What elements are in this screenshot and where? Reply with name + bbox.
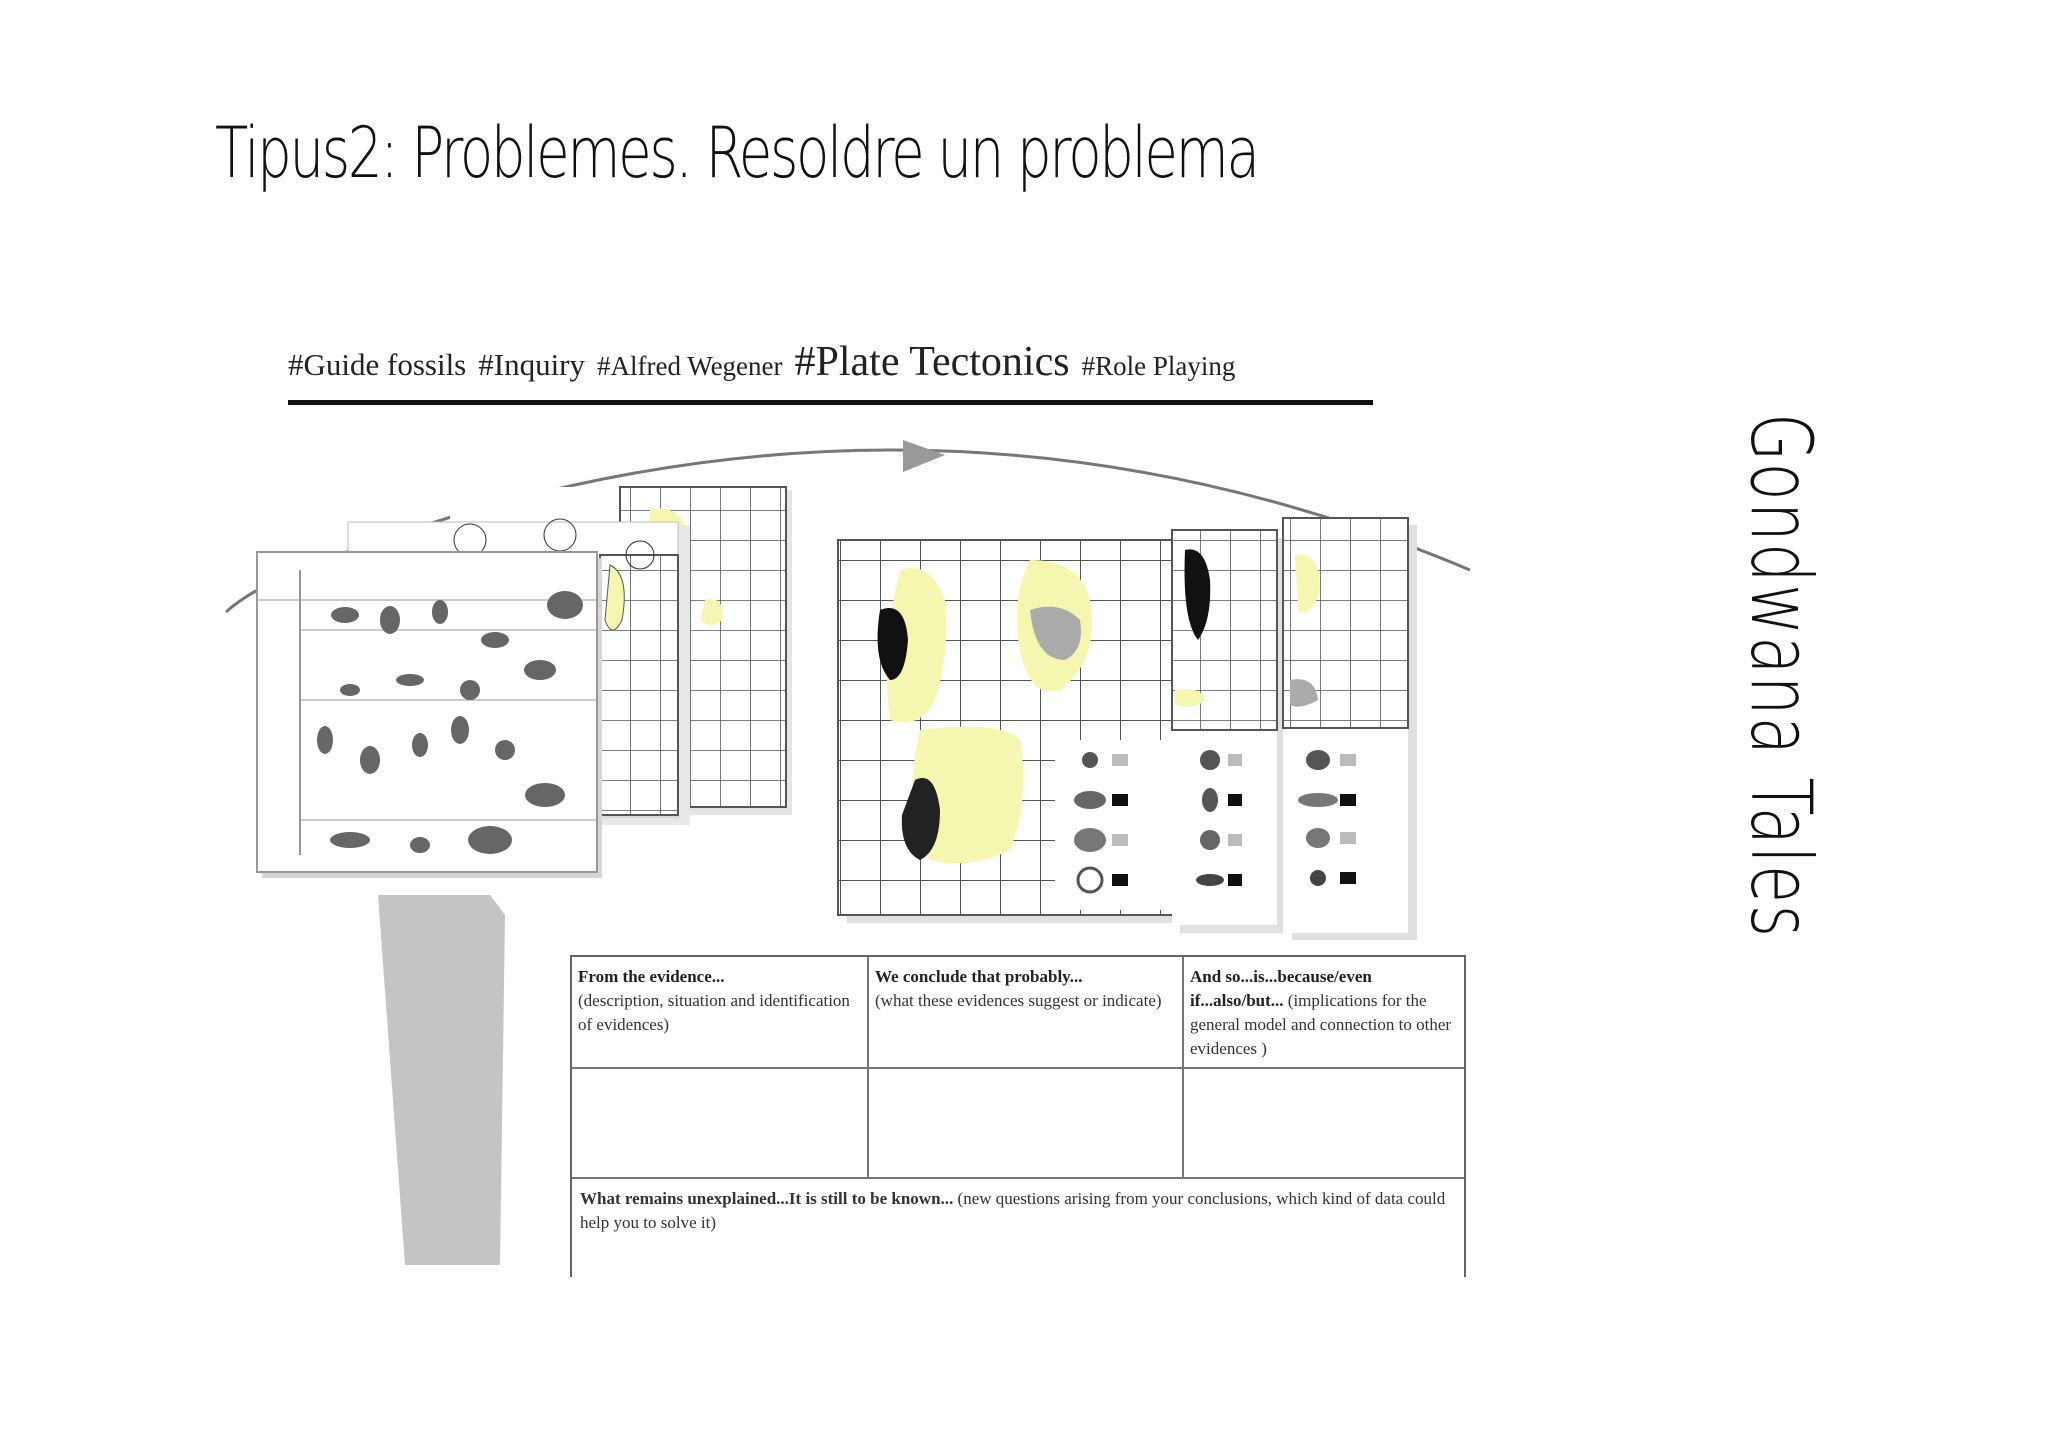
hashtag-guide-fossils: #Guide fossils [288, 347, 467, 382]
cell-evidence-text: (description, situation and identification of evidences) [578, 991, 850, 1034]
arc-arrowhead [903, 440, 945, 472]
cell-conclusion-heading: We conclude that probably... [875, 967, 1083, 986]
pointer-wedge [378, 895, 505, 1265]
table-divider-2 [1182, 957, 1184, 1179]
slide-title: Tipus2: Problemes. Resoldre un problema [215, 112, 1258, 194]
cell-implications-text: (implications for the general model and connection to other evidences ) [1190, 991, 1452, 1058]
geologic-time-chart [257, 552, 602, 878]
cell-evidence [578, 965, 862, 1037]
cell-implications [1190, 965, 1454, 1061]
table-divider-1 [867, 957, 869, 1179]
cell-unexplained-text: (new questions arising from your conclusions, which kind of data could help you to solve it) [580, 1189, 1446, 1232]
cell-evidence-heading: From the evidence... [578, 967, 725, 986]
table-row-empty [572, 1069, 1464, 1179]
cell-unexplained [580, 1187, 1450, 1235]
cell-conclusion-text: (what these evidences suggest or indicate) [875, 991, 1162, 1010]
cell-unexplained-heading: What remains unexplained...It is still to be known... [580, 1189, 954, 1208]
hashtag-inquiry: #Inquiry [478, 347, 586, 382]
second-continent-map [1172, 530, 1285, 933]
hashtag-alfred-wegener: #Alfred Wegener [597, 351, 783, 381]
cell-implications-heading: And so...is...because/even if...also/but... [1190, 967, 1372, 1010]
hashtag-role-playing: #Role Playing [1081, 351, 1236, 381]
evidence-table [570, 955, 1466, 1277]
third-continent-map [1283, 518, 1417, 940]
side-title: Gondwana Tales [1732, 413, 1830, 939]
hashtag-plate-tectonics: #Plate Tectonics [794, 339, 1070, 385]
cell-conclusion [875, 965, 1175, 1013]
